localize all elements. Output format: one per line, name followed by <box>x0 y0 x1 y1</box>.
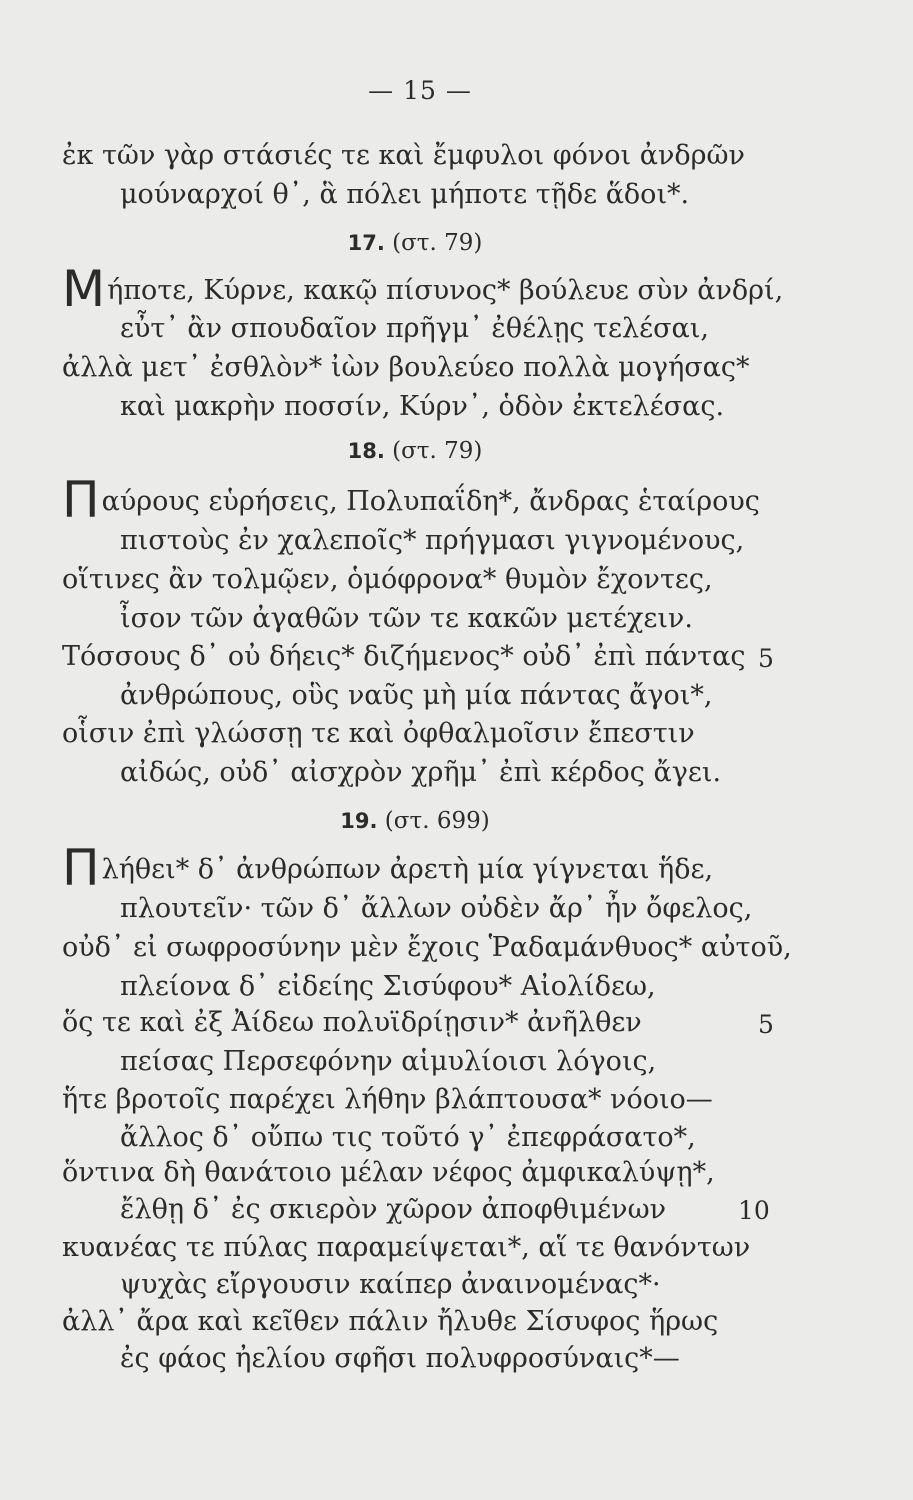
initial-letter: Μ <box>62 260 106 318</box>
line-number: 10 <box>738 1196 770 1225</box>
line-number: 5 <box>758 644 774 673</box>
verse-text: λήθει* δ᾽ ἀνθρώπων ἀρετὴ μία γίγνεται ἥδε, <box>101 854 714 885</box>
section-reference: (στ. 699) <box>384 808 490 834</box>
verse-line: αἰδώς, οὐδ᾽ αἰσχρὸν χρῆμ᾽ ἐπὶ κέρδος ἄγει. <box>120 757 722 788</box>
verse-line: κυανέας τε πύλας παραμείψεται*, αἵ τε θανόντων <box>62 1232 751 1263</box>
verse-line: ἔλθῃ δ᾽ ἐς σκιερὸν χῶρον ἀποφθιμένων <box>120 1194 667 1225</box>
verse-line: πιστοὺς ἐν χαλεποῖς* πρήγμασι γιγνομένους, <box>120 525 745 556</box>
verse-line-first <box>62 839 714 897</box>
line-number: 5 <box>758 1010 774 1039</box>
verse-line: ἀλλὰ μετ᾽ ἐσθλὸν* ἰὼν βουλεύεο πολλὰ μογήσας* <box>62 352 750 383</box>
page-number: — 15 — <box>368 76 472 105</box>
verse-line: καὶ μακρὴν ποσσίν, Κύρν᾽, ὁδὸν ἐκτελέσας. <box>120 391 725 422</box>
verse-text: αύρους εὑρήσεις, Πολυπαΐδη*, ἄνδρας ἑταίρους <box>101 486 760 517</box>
verse-line: ἥτε βροτοῖς παρέχει λήθην βλάπτουσα* νόοιο— <box>62 1084 713 1115</box>
verse-line: ὅντινα δὴ θανάτοιο μέλαν νέφος ἀμφικαλύψῃ*, <box>62 1157 715 1188</box>
verse-line: οὐδ᾽ εἰ σωφροσύνην μὲν ἔχοις Ῥαδαμάνθυος* αὐτοῦ, <box>62 932 792 963</box>
initial-letter: Π <box>62 839 100 897</box>
verse-line: ἀλλ᾽ ἄρα καὶ κεῖθεν πάλιν ἤλυθε Σίσυφος ἥρως <box>62 1306 719 1337</box>
verse-line-first <box>62 260 784 318</box>
verse-line: ἐς φάος ἠελίου σφῆσι πολυφροσύναις*— <box>120 1343 680 1374</box>
verse-line: πλείονα δ᾽ εἰδείης Σισύφου* Αἰολίδεω, <box>120 971 656 1002</box>
verse-line: Τόσσους δ᾽ οὐ δήεις* διζήμενος* οὐδ᾽ ἐπὶ πάντας <box>62 641 746 672</box>
verse-line-first <box>62 471 760 529</box>
section-number: 17. <box>347 231 385 255</box>
verse-line: ὅς τε καὶ ἐξ Ἀίδεω πολυϊδρίῃσιν* ἀνῆλθεν <box>62 1007 642 1038</box>
verse-line: ἶσον τῶν ἀγαθῶν τῶν τε κακῶν μετέχειν. <box>120 603 693 634</box>
section-number: 19. <box>340 809 378 833</box>
verse-line: πλουτεῖν· τῶν δ᾽ ἄλλων οὐδὲν ἄρ᾽ ἦν ὄφελος, <box>120 893 753 924</box>
verse-line: πείσας Περσεφόνην αἱμυλίοισι λόγοις, <box>120 1046 657 1077</box>
verse-line: ἄλλος δ᾽ οὔπω τις τοῦτό γ᾽ ἐπεφράσατο*, <box>120 1122 696 1153</box>
verse-text: ήποτε, Κύρνε, κακῷ πίσυνος* βούλευε σὺν ἀνδρί, <box>107 275 784 306</box>
verse-line: οἷσιν ἐπὶ γλώσσῃ τε καὶ ὀφθαλμοῖσιν ἔπεστιν <box>62 718 695 749</box>
section-reference: (στ. 79) <box>392 438 483 464</box>
section-number: 18. <box>347 439 385 463</box>
verse-line: μούναρχοί θ᾽, ἃ πόλει μήποτε τῇδε ἅδοι*. <box>120 179 690 210</box>
initial-letter: Π <box>62 471 100 529</box>
section-heading-18 <box>0 436 830 466</box>
verse-line: εὖτ᾽ ἂν σπουδαῖον πρῆγμ᾽ ἐθέλῃς τελέσαι, <box>120 313 709 344</box>
section-heading-19 <box>0 806 830 836</box>
verse-line: ἐκ τῶν γὰρ στάσιές τε καὶ ἔμφυλοι φόνοι ἀνδρῶν <box>62 140 745 171</box>
verse-line: ἀνθρώπους, οὓς ναῦς μὴ μία πάντας ἄγοι*, <box>120 680 713 711</box>
section-reference: (στ. 79) <box>392 230 483 256</box>
verse-line: ψυχὰς εἴργουσιν καίπερ ἀναινομένας*· <box>120 1269 661 1300</box>
section-heading-17 <box>0 228 830 258</box>
verse-line: οἵτινες ἂν τολμῷεν, ὁμόφρονα* θυμὸν ἔχοντες, <box>62 564 713 595</box>
